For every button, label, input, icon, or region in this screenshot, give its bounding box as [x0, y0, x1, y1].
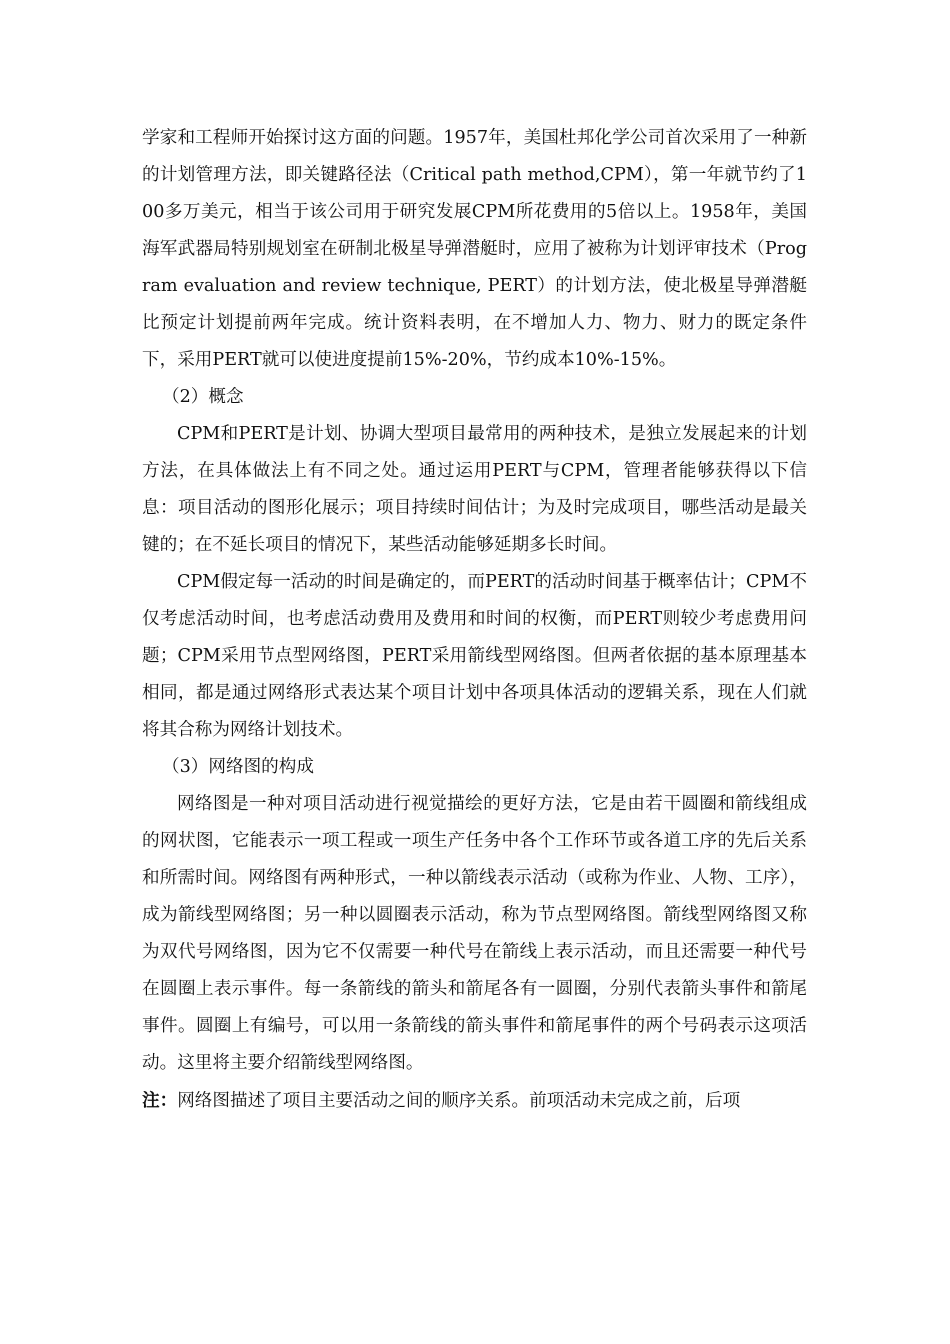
section-heading-network: （3）网络图的构成 — [162, 757, 314, 777]
note-label: 注： — [142, 1090, 178, 1111]
paragraph-history: 学家和工程师开始探讨这方面的问题。1957年，美国杜邦化学公司首次采用了一种新的计划管理方法，即关键路径法（Critical path method,CPM），第一年就节约了100多万美元，相当于该公司用于研究发展CPM所花费用的5倍以上。1958年，美国海军武器局特别规划室在研制北极星导弹潜艇时，应用了被称为计划评审技术（Program evaluation and review technique, PERT）的计划方法，使北极星导弹潜艇比预定计划提前两年完成。统计资料表明，在不增加人力、物力、财力的既定条件下，采用PERT就可以使进度提前15%-20%，节约成本10%-15%。 — [142, 128, 807, 370]
section-heading-concept: （2）概念 — [162, 387, 244, 407]
note-paragraph — [142, 1082, 807, 1120]
paragraph-concept-2: CPM假定每一活动的时间是确定的，而PERT的活动时间基于概率估计；CPM不仅考虑活动时间，也考虑活动费用及费用和时间的权衡，而PERT则较少考虑费用问题；CPM采用节点型网络图，PERT采用箭线型网络图。但两者依据的基本原理基本相同，都是通过网络形式表达某个项目计划中各项具体活动的逻辑关系，现在人们就将其合称为网络计划技术。 — [142, 572, 807, 740]
paragraph-network-1: 网络图是一种对项目活动进行视觉描绘的更好方法，它是由若干圆圈和箭线组成的网状图，它能表示一项工程或一项生产任务中各个工作环节或各道工序的先后关系和所需时间。网络图有两种形式，一种以箭线表示活动（或称为作业、人物、工序），成为箭线型网络图；另一种以圆圈表示活动，称为节点型网络图。箭线型网络图又称为双代号网络图，因为它不仅需要一种代号在箭线上表示活动，而且还需要一种代号在圆圈上表示事件。每一条箭线的箭头和箭尾各有一圆圈，分别代表箭头事件和箭尾事件。圆圈上有编号，可以用一条箭线的箭头事件和箭尾事件的两个号码表示这项活动。这里将主要介绍箭线型网络图。 — [142, 794, 807, 1073]
paragraph-concept-1: CPM和PERT是计划、协调大型项目最常用的两种技术，是独立发展起来的计划方法，在具体做法上有不同之处。通过运用PERT与CPM，管理者能够获得以下信息：项目活动的图形化展示；项目持续时间估计；为及时完成项目，哪些活动是最关键的；在不延长项目的情况下，某些活动能够延期多长时间。 — [142, 424, 807, 555]
document-body — [142, 120, 807, 1120]
note-text: 网络图描述了项目主要活动之间的顺序关系。前项活动未完成之前，后项 — [177, 1091, 741, 1111]
